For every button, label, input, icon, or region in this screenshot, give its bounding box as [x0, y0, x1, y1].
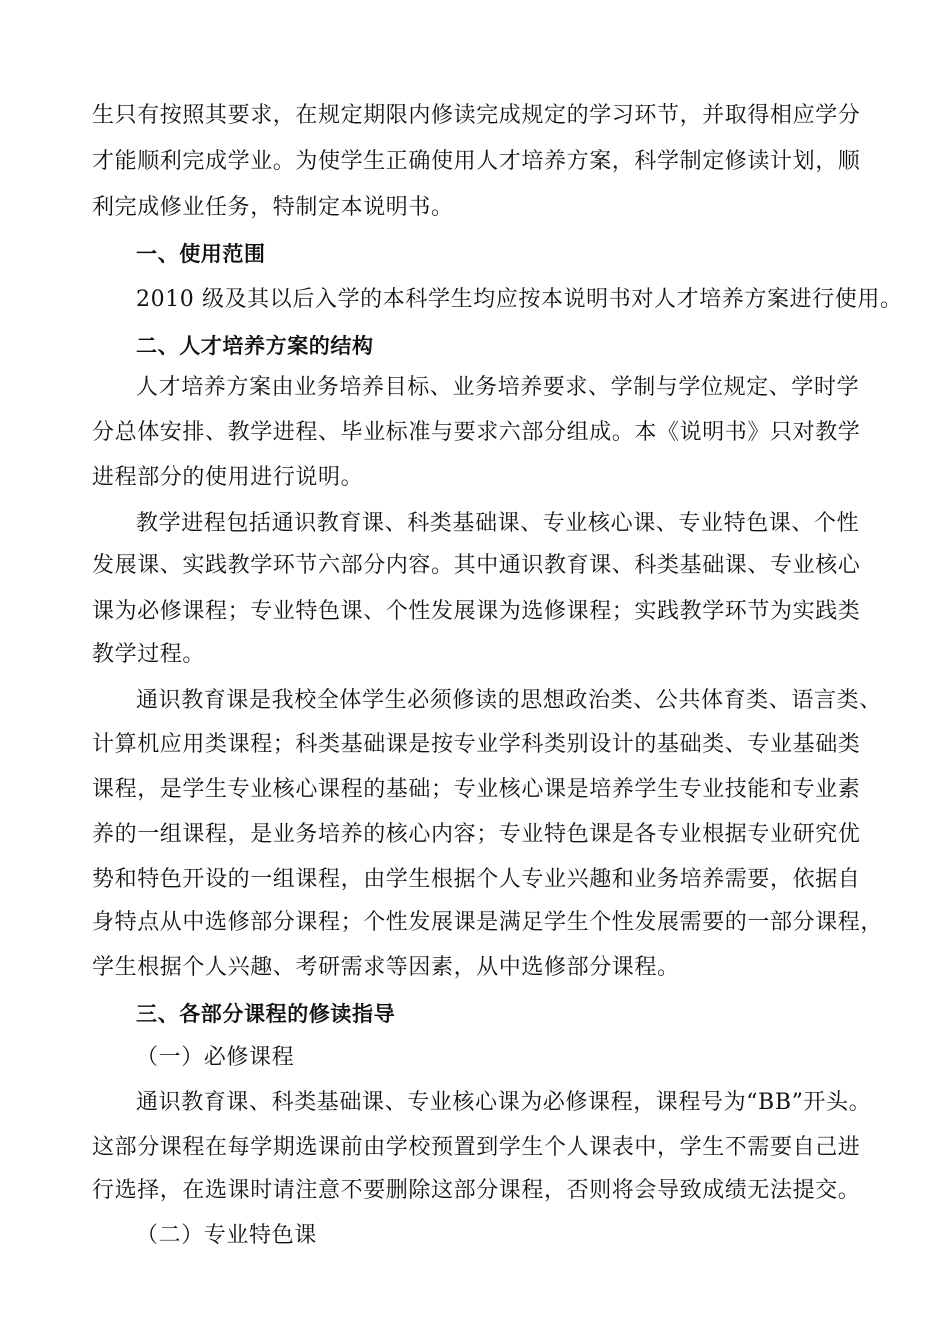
- text-line: 身特点从中选修部分课程；个性发展课是满足学生个性发展需要的一部分课程，: [92, 910, 884, 935]
- text-line: 课为必修课程；专业特色课、个性发展课为选修课程；实践教学环节为实践类: [92, 599, 861, 624]
- text-line: 2010 级及其以后入学的本科学生均应按本说明书对人才培养方案进行使用。: [136, 287, 903, 312]
- section-heading: 二、人才培养方案的结构: [136, 334, 374, 358]
- text-line: 养的一组课程，是业务培养的核心内容；专业特色课是各专业根据专业研究优: [92, 822, 861, 847]
- text-line: 这部分课程在每学期选课前由学校预置到学生个人课表中，学生不需要自己进: [92, 1135, 861, 1160]
- subsection-heading: （一）必修课程: [136, 1045, 295, 1070]
- text-line: 行选择，在选课时请注意不要删除这部分课程，否则将会导致成绩无法提交。: [92, 1178, 861, 1203]
- subsection-heading: （二）专业特色课: [136, 1223, 317, 1248]
- text-line: 计算机应用类课程；科类基础课是按专业学科类别设计的基础类、专业基础类: [92, 732, 861, 757]
- text-line: 学生根据个人兴趣、考研需求等因素，从中选修部分课程。: [92, 955, 680, 980]
- text-line: 课程，是学生专业核心课程的基础；专业核心课是培养学生专业技能和专业素: [92, 777, 861, 802]
- text-line: 通识教育课是我校全体学生必须修读的思想政治类、公共体育类、语言类、: [136, 688, 882, 713]
- text-line: 势和特色开设的一组课程，由学生根据个人专业兴趣和业务培养需要，依据自: [92, 867, 861, 892]
- text-line: 教学进程包括通识教育课、科类基础课、专业核心课、专业特色课、个性: [136, 511, 860, 536]
- text-line: 人才培养方案由业务培养目标、业务培养要求、学制与学位规定、学时学: [136, 375, 860, 400]
- text-line: 生只有按照其要求，在规定期限内修读完成规定的学习环节，并取得相应学分: [92, 103, 861, 128]
- text-line: 分总体安排、教学进程、毕业标准与要求六部分组成。本《说明书》只对教学: [92, 420, 861, 445]
- text-line: 进程部分的使用进行说明。: [92, 465, 364, 490]
- text-line: 通识教育课、科类基础课、专业核心课为必修课程，课程号为“BB”开头。: [136, 1090, 872, 1115]
- section-heading: 一、使用范围: [136, 242, 266, 266]
- section-heading: 三、各部分课程的修读指导: [136, 1002, 396, 1026]
- text-line: 发展课、实践教学环节六部分内容。其中通识教育课、科类基础课、专业核心: [92, 553, 861, 578]
- text-line: 利完成修业任务，特制定本说明书。: [92, 195, 454, 220]
- text-line: 教学过程。: [92, 642, 206, 667]
- text-line: 才能顺利完成学业。为使学生正确使用人才培养方案，科学制定修读计划，顺: [92, 149, 861, 174]
